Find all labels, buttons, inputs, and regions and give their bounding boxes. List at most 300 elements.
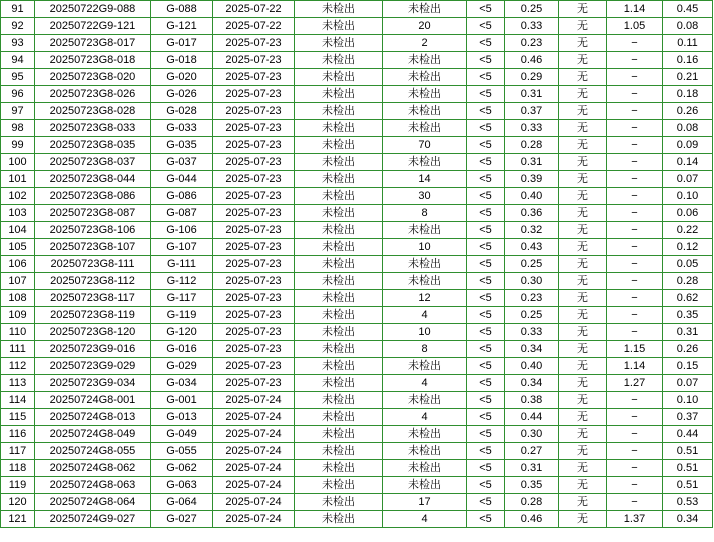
cell-index: 113 [1, 375, 35, 392]
cell-v3: <5 [467, 239, 505, 256]
cell-v3: <5 [467, 477, 505, 494]
cell-v3: <5 [467, 205, 505, 222]
cell-v3: <5 [467, 494, 505, 511]
cell-v5: 无 [559, 86, 607, 103]
cell-v3: <5 [467, 1, 505, 18]
cell-v5: 无 [559, 69, 607, 86]
cell-v1: 未检出 [295, 86, 383, 103]
cell-v2: 4 [383, 307, 467, 324]
cell-sample_id: 20250723G9-029 [35, 358, 151, 375]
cell-sample_id: 20250723G8-112 [35, 273, 151, 290]
cell-date: 2025-07-23 [213, 307, 295, 324]
cell-date: 2025-07-24 [213, 511, 295, 528]
cell-v4: 0.39 [505, 171, 559, 188]
cell-v7: 0.10 [663, 188, 713, 205]
cell-v4: 0.44 [505, 409, 559, 426]
cell-sample_id: 20250723G8-119 [35, 307, 151, 324]
cell-v3: <5 [467, 256, 505, 273]
cell-v2: 8 [383, 205, 467, 222]
cell-v6: 1.14 [607, 1, 663, 18]
table-row [1, 256, 713, 273]
cell-sample_id: 20250724G8-055 [35, 443, 151, 460]
cell-v1: 未检出 [295, 52, 383, 69]
cell-v3: <5 [467, 273, 505, 290]
cell-code: G-111 [151, 256, 213, 273]
table-row [1, 443, 713, 460]
cell-v2: 14 [383, 171, 467, 188]
cell-index: 95 [1, 69, 35, 86]
cell-v2: 未检出 [383, 426, 467, 443]
cell-code: G-017 [151, 35, 213, 52]
cell-v4: 0.27 [505, 443, 559, 460]
cell-v4: 0.46 [505, 52, 559, 69]
cell-v2: 4 [383, 409, 467, 426]
cell-v5: 无 [559, 103, 607, 120]
cell-sample_id: 20250723G8-087 [35, 205, 151, 222]
cell-date: 2025-07-24 [213, 460, 295, 477]
cell-v6: 1.05 [607, 18, 663, 35]
cell-sample_id: 20250723G9-034 [35, 375, 151, 392]
cell-v7: 0.28 [663, 273, 713, 290]
cell-index: 121 [1, 511, 35, 528]
cell-v3: <5 [467, 86, 505, 103]
cell-v7: 0.09 [663, 137, 713, 154]
cell-v6: 1.14 [607, 358, 663, 375]
cell-v5: 无 [559, 324, 607, 341]
cell-index: 118 [1, 460, 35, 477]
cell-index: 97 [1, 103, 35, 120]
cell-v5: 无 [559, 290, 607, 307]
cell-code: G-107 [151, 239, 213, 256]
cell-v2: 10 [383, 239, 467, 256]
cell-index: 94 [1, 52, 35, 69]
cell-v1: 未检出 [295, 290, 383, 307]
cell-v4: 0.29 [505, 69, 559, 86]
cell-v6: − [607, 477, 663, 494]
cell-code: G-088 [151, 1, 213, 18]
cell-v2: 未检出 [383, 256, 467, 273]
cell-date: 2025-07-23 [213, 188, 295, 205]
cell-v4: 0.35 [505, 477, 559, 494]
cell-date: 2025-07-23 [213, 358, 295, 375]
cell-v5: 无 [559, 137, 607, 154]
cell-sample_id: 20250723G8-035 [35, 137, 151, 154]
table-row [1, 477, 713, 494]
cell-v2: 未检出 [383, 1, 467, 18]
cell-v5: 无 [559, 205, 607, 222]
cell-code: G-034 [151, 375, 213, 392]
cell-v5: 无 [559, 460, 607, 477]
cell-sample_id: 20250723G8-044 [35, 171, 151, 188]
cell-v1: 未检出 [295, 273, 383, 290]
cell-index: 120 [1, 494, 35, 511]
cell-sample_id: 20250723G8-086 [35, 188, 151, 205]
cell-v2: 2 [383, 35, 467, 52]
cell-date: 2025-07-23 [213, 154, 295, 171]
cell-index: 116 [1, 426, 35, 443]
cell-v4: 0.32 [505, 222, 559, 239]
cell-v1: 未检出 [295, 494, 383, 511]
cell-sample_id: 20250722G9-088 [35, 1, 151, 18]
table-row [1, 222, 713, 239]
table-row [1, 52, 713, 69]
table-row [1, 18, 713, 35]
cell-v5: 无 [559, 18, 607, 35]
cell-sample_id: 20250722G9-121 [35, 18, 151, 35]
cell-v3: <5 [467, 460, 505, 477]
cell-v6: 1.27 [607, 375, 663, 392]
cell-date: 2025-07-22 [213, 18, 295, 35]
cell-v3: <5 [467, 358, 505, 375]
cell-v1: 未检出 [295, 239, 383, 256]
cell-v7: 0.10 [663, 392, 713, 409]
cell-index: 110 [1, 324, 35, 341]
cell-v1: 未检出 [295, 392, 383, 409]
cell-v7: 0.53 [663, 494, 713, 511]
cell-v1: 未检出 [295, 103, 383, 120]
cell-v4: 0.23 [505, 35, 559, 52]
cell-v2: 20 [383, 18, 467, 35]
cell-v3: <5 [467, 137, 505, 154]
cell-v6: − [607, 120, 663, 137]
cell-code: G-044 [151, 171, 213, 188]
cell-date: 2025-07-23 [213, 103, 295, 120]
cell-code: G-018 [151, 52, 213, 69]
cell-code: G-033 [151, 120, 213, 137]
cell-code: G-027 [151, 511, 213, 528]
cell-v1: 未检出 [295, 256, 383, 273]
cell-v1: 未检出 [295, 120, 383, 137]
cell-v7: 0.22 [663, 222, 713, 239]
cell-v2: 未检出 [383, 120, 467, 137]
cell-date: 2025-07-23 [213, 239, 295, 256]
cell-v6: − [607, 443, 663, 460]
cell-v5: 无 [559, 341, 607, 358]
cell-code: G-035 [151, 137, 213, 154]
table-row [1, 494, 713, 511]
cell-date: 2025-07-22 [213, 1, 295, 18]
cell-date: 2025-07-23 [213, 256, 295, 273]
cell-date: 2025-07-24 [213, 494, 295, 511]
cell-v4: 0.31 [505, 154, 559, 171]
table-row [1, 273, 713, 290]
cell-sample_id: 20250723G8-111 [35, 256, 151, 273]
cell-v4: 0.25 [505, 1, 559, 18]
cell-v3: <5 [467, 409, 505, 426]
cell-code: G-112 [151, 273, 213, 290]
cell-code: G-086 [151, 188, 213, 205]
cell-v7: 0.08 [663, 18, 713, 35]
cell-v4: 0.25 [505, 256, 559, 273]
cell-sample_id: 20250724G8-064 [35, 494, 151, 511]
cell-v7: 0.07 [663, 375, 713, 392]
cell-v4: 0.25 [505, 307, 559, 324]
cell-index: 109 [1, 307, 35, 324]
cell-v7: 0.26 [663, 103, 713, 120]
cell-v5: 无 [559, 35, 607, 52]
cell-v3: <5 [467, 222, 505, 239]
cell-v6: − [607, 239, 663, 256]
table-row [1, 239, 713, 256]
cell-v7: 0.51 [663, 477, 713, 494]
cell-sample_id: 20250723G8-020 [35, 69, 151, 86]
cell-date: 2025-07-23 [213, 35, 295, 52]
cell-date: 2025-07-23 [213, 52, 295, 69]
cell-index: 114 [1, 392, 35, 409]
cell-v7: 0.35 [663, 307, 713, 324]
cell-v5: 无 [559, 494, 607, 511]
cell-v3: <5 [467, 426, 505, 443]
cell-code: G-064 [151, 494, 213, 511]
table-row [1, 392, 713, 409]
table-row [1, 69, 713, 86]
cell-v5: 无 [559, 511, 607, 528]
cell-v7: 0.16 [663, 52, 713, 69]
cell-sample_id: 20250723G8-106 [35, 222, 151, 239]
cell-v5: 无 [559, 188, 607, 205]
cell-v3: <5 [467, 35, 505, 52]
cell-v6: − [607, 69, 663, 86]
cell-index: 92 [1, 18, 35, 35]
cell-sample_id: 20250724G9-027 [35, 511, 151, 528]
table-row [1, 103, 713, 120]
cell-v2: 8 [383, 341, 467, 358]
cell-v3: <5 [467, 188, 505, 205]
cell-code: G-120 [151, 324, 213, 341]
cell-code: G-119 [151, 307, 213, 324]
cell-v6: − [607, 426, 663, 443]
cell-v1: 未检出 [295, 358, 383, 375]
cell-v7: 0.26 [663, 341, 713, 358]
cell-v2: 未检出 [383, 358, 467, 375]
cell-index: 98 [1, 120, 35, 137]
cell-code: G-013 [151, 409, 213, 426]
cell-v4: 0.36 [505, 205, 559, 222]
cell-v5: 无 [559, 443, 607, 460]
cell-index: 104 [1, 222, 35, 239]
cell-v3: <5 [467, 392, 505, 409]
table-row [1, 154, 713, 171]
cell-v3: <5 [467, 375, 505, 392]
cell-sample_id: 20250723G8-017 [35, 35, 151, 52]
cell-v4: 0.28 [505, 494, 559, 511]
cell-v5: 无 [559, 375, 607, 392]
cell-v6: − [607, 273, 663, 290]
cell-date: 2025-07-23 [213, 120, 295, 137]
cell-sample_id: 20250724G8-049 [35, 426, 151, 443]
cell-v6: − [607, 188, 663, 205]
cell-v4: 0.40 [505, 358, 559, 375]
cell-v2: 未检出 [383, 154, 467, 171]
table-row [1, 188, 713, 205]
cell-v7: 0.12 [663, 239, 713, 256]
table-row [1, 205, 713, 222]
cell-v4: 0.28 [505, 137, 559, 154]
cell-v1: 未检出 [295, 511, 383, 528]
cell-v7: 0.51 [663, 443, 713, 460]
cell-v2: 未检出 [383, 103, 467, 120]
cell-v5: 无 [559, 222, 607, 239]
cell-v1: 未检出 [295, 477, 383, 494]
cell-v1: 未检出 [295, 137, 383, 154]
cell-v6: − [607, 290, 663, 307]
cell-code: G-026 [151, 86, 213, 103]
cell-v7: 0.45 [663, 1, 713, 18]
cell-v1: 未检出 [295, 307, 383, 324]
cell-v5: 无 [559, 307, 607, 324]
cell-v5: 无 [559, 477, 607, 494]
cell-v4: 0.31 [505, 86, 559, 103]
cell-date: 2025-07-24 [213, 443, 295, 460]
cell-v7: 0.15 [663, 358, 713, 375]
cell-v7: 0.21 [663, 69, 713, 86]
table-row [1, 511, 713, 528]
cell-sample_id: 20250723G8-018 [35, 52, 151, 69]
cell-date: 2025-07-23 [213, 341, 295, 358]
cell-v3: <5 [467, 154, 505, 171]
cell-index: 101 [1, 171, 35, 188]
table-row [1, 375, 713, 392]
cell-v2: 未检出 [383, 69, 467, 86]
cell-sample_id: 20250723G8-117 [35, 290, 151, 307]
cell-v4: 0.23 [505, 290, 559, 307]
cell-v3: <5 [467, 290, 505, 307]
cell-v4: 0.40 [505, 188, 559, 205]
cell-v4: 0.46 [505, 511, 559, 528]
cell-v6: 1.37 [607, 511, 663, 528]
cell-sample_id: 20250723G8-033 [35, 120, 151, 137]
cell-v4: 0.43 [505, 239, 559, 256]
cell-index: 117 [1, 443, 35, 460]
cell-code: G-121 [151, 18, 213, 35]
cell-v4: 0.34 [505, 375, 559, 392]
table-row [1, 426, 713, 443]
table-row [1, 307, 713, 324]
cell-v1: 未检出 [295, 205, 383, 222]
cell-code: G-062 [151, 460, 213, 477]
cell-index: 111 [1, 341, 35, 358]
cell-v2: 未检出 [383, 52, 467, 69]
cell-v2: 未检出 [383, 392, 467, 409]
cell-v7: 0.08 [663, 120, 713, 137]
cell-code: G-037 [151, 154, 213, 171]
cell-v1: 未检出 [295, 154, 383, 171]
cell-v1: 未检出 [295, 341, 383, 358]
cell-date: 2025-07-23 [213, 324, 295, 341]
cell-v6: − [607, 392, 663, 409]
cell-v5: 无 [559, 171, 607, 188]
cell-v1: 未检出 [295, 324, 383, 341]
cell-sample_id: 20250724G8-013 [35, 409, 151, 426]
cell-v3: <5 [467, 324, 505, 341]
cell-code: G-055 [151, 443, 213, 460]
cell-v6: − [607, 86, 663, 103]
cell-index: 100 [1, 154, 35, 171]
cell-sample_id: 20250723G8-026 [35, 86, 151, 103]
cell-v6: − [607, 256, 663, 273]
cell-v3: <5 [467, 103, 505, 120]
cell-v7: 0.18 [663, 86, 713, 103]
cell-code: G-001 [151, 392, 213, 409]
cell-v3: <5 [467, 511, 505, 528]
table-body [1, 1, 713, 528]
cell-v7: 0.05 [663, 256, 713, 273]
cell-date: 2025-07-23 [213, 69, 295, 86]
cell-v2: 未检出 [383, 222, 467, 239]
cell-index: 112 [1, 358, 35, 375]
cell-v3: <5 [467, 52, 505, 69]
table-row [1, 409, 713, 426]
cell-index: 99 [1, 137, 35, 154]
cell-date: 2025-07-24 [213, 392, 295, 409]
cell-v1: 未检出 [295, 222, 383, 239]
cell-v6: − [607, 205, 663, 222]
cell-v3: <5 [467, 341, 505, 358]
cell-v1: 未检出 [295, 188, 383, 205]
cell-v2: 未检出 [383, 477, 467, 494]
cell-v5: 无 [559, 426, 607, 443]
cell-v5: 无 [559, 392, 607, 409]
cell-v2: 10 [383, 324, 467, 341]
cell-v6: − [607, 103, 663, 120]
cell-sample_id: 20250723G8-120 [35, 324, 151, 341]
cell-v1: 未检出 [295, 35, 383, 52]
cell-v6: − [607, 171, 663, 188]
cell-v7: 0.14 [663, 154, 713, 171]
cell-v2: 未检出 [383, 460, 467, 477]
cell-v2: 4 [383, 375, 467, 392]
table-row [1, 290, 713, 307]
cell-v5: 无 [559, 154, 607, 171]
cell-sample_id: 20250723G8-028 [35, 103, 151, 120]
cell-index: 105 [1, 239, 35, 256]
cell-v6: − [607, 460, 663, 477]
cell-v1: 未检出 [295, 1, 383, 18]
cell-index: 107 [1, 273, 35, 290]
cell-v7: 0.11 [663, 35, 713, 52]
cell-date: 2025-07-23 [213, 290, 295, 307]
cell-v6: − [607, 137, 663, 154]
cell-date: 2025-07-24 [213, 477, 295, 494]
cell-date: 2025-07-23 [213, 205, 295, 222]
cell-v7: 0.06 [663, 205, 713, 222]
cell-date: 2025-07-23 [213, 86, 295, 103]
cell-v5: 无 [559, 358, 607, 375]
cell-code: G-106 [151, 222, 213, 239]
cell-sample_id: 20250723G8-107 [35, 239, 151, 256]
cell-v2: 70 [383, 137, 467, 154]
cell-date: 2025-07-23 [213, 171, 295, 188]
cell-v5: 无 [559, 409, 607, 426]
cell-index: 91 [1, 1, 35, 18]
cell-v3: <5 [467, 443, 505, 460]
cell-v3: <5 [467, 69, 505, 86]
table-row [1, 460, 713, 477]
cell-v4: 0.30 [505, 273, 559, 290]
cell-sample_id: 20250724G8-063 [35, 477, 151, 494]
table-row [1, 341, 713, 358]
cell-v2: 12 [383, 290, 467, 307]
cell-date: 2025-07-23 [213, 222, 295, 239]
cell-v3: <5 [467, 307, 505, 324]
cell-v6: − [607, 324, 663, 341]
cell-date: 2025-07-24 [213, 409, 295, 426]
cell-date: 2025-07-24 [213, 426, 295, 443]
cell-v6: − [607, 222, 663, 239]
cell-v4: 0.33 [505, 324, 559, 341]
cell-code: G-028 [151, 103, 213, 120]
cell-v1: 未检出 [295, 375, 383, 392]
